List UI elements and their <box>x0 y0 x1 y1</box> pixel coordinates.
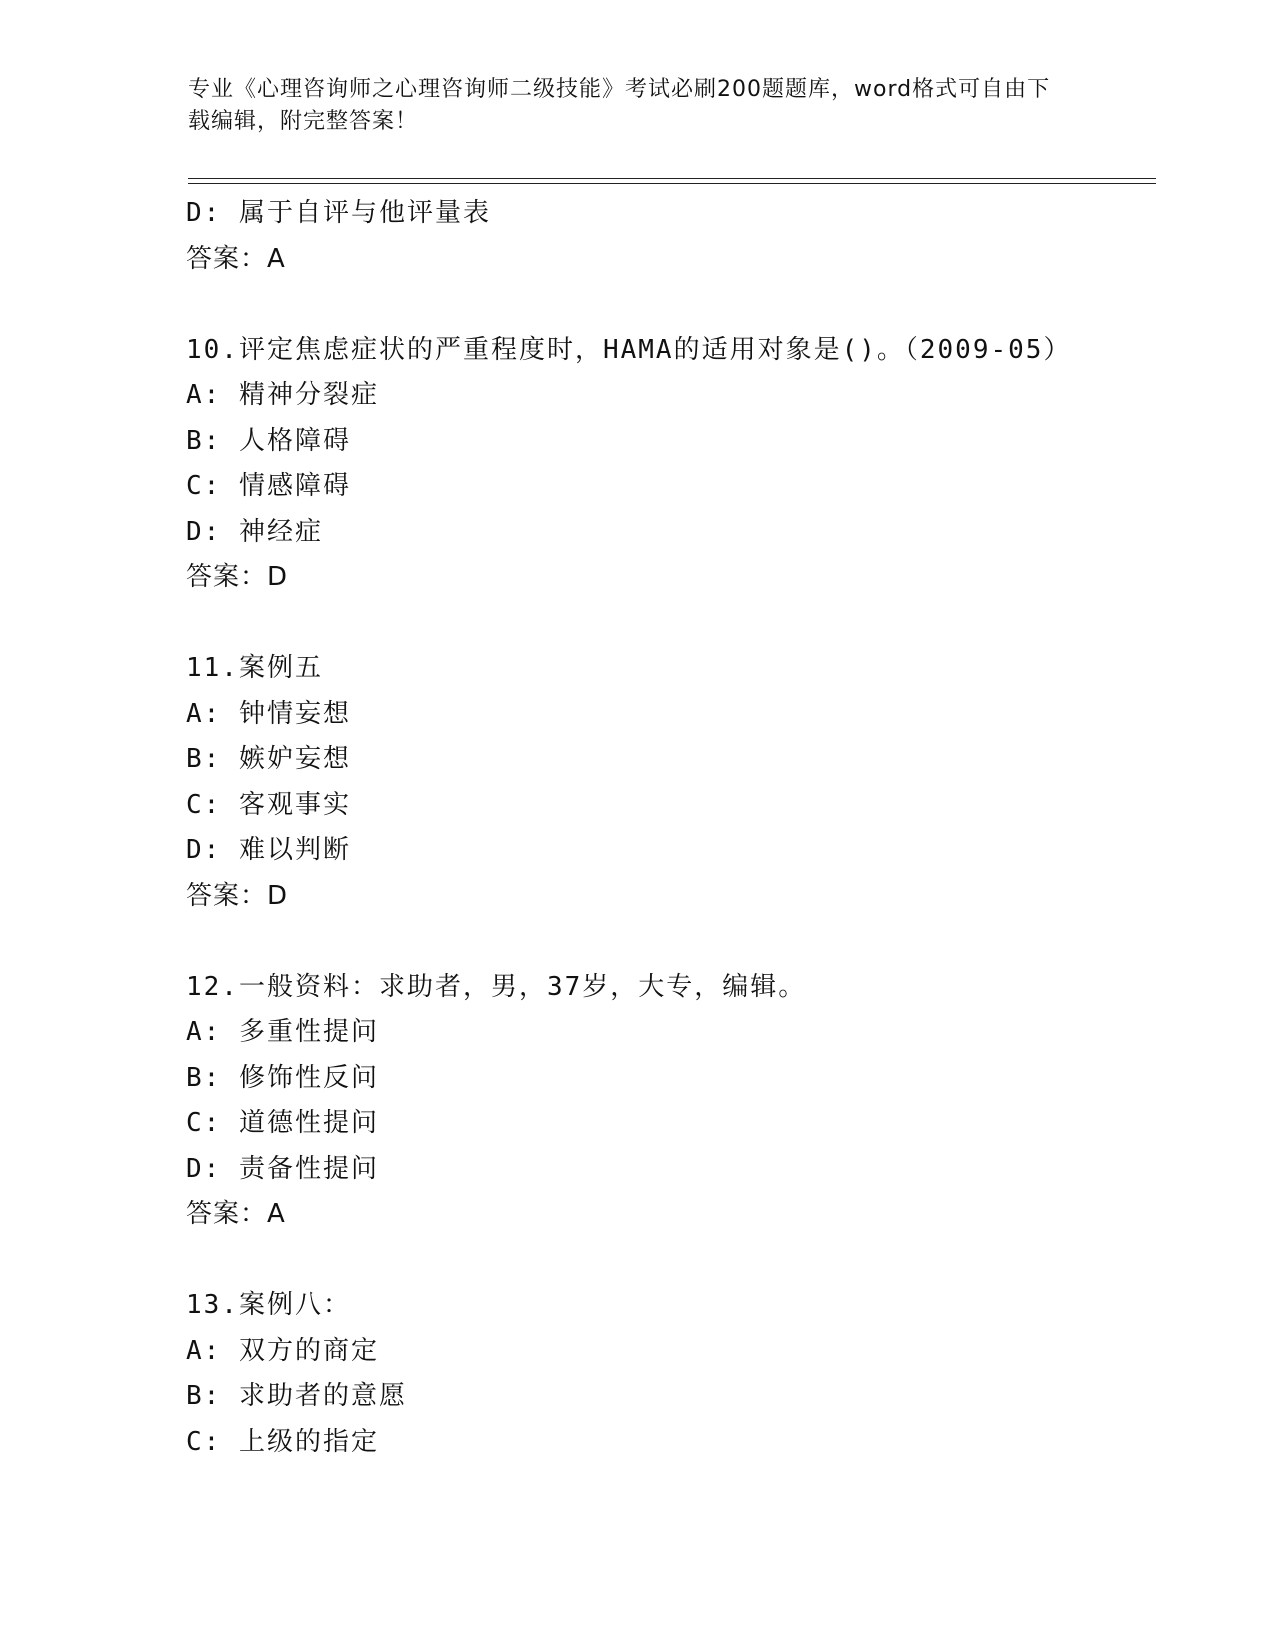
answer-line: 答案：A <box>186 1199 286 1229</box>
option-d: D: 属于自评与他评量表 <box>186 198 491 228</box>
option-d: D: 难以判断 <box>186 835 351 865</box>
question-stem: 10.评定焦虑症状的严重程度时，HAMA的适用对象是()。（2009-05） <box>186 334 1072 365</box>
answer-line: 答案：D <box>186 880 289 911</box>
question-stem: 13.案例八： <box>186 1290 351 1320</box>
option-c: C: 上级的指定 <box>186 1426 379 1457</box>
question-stem: 11.案例五 <box>186 653 323 683</box>
header-rule-top <box>188 178 1156 179</box>
spacer <box>186 919 1166 965</box>
option-c: C: 情感障碍 <box>186 471 351 501</box>
option-b: B: 人格障碍 <box>186 425 351 456</box>
spacer <box>186 282 1166 328</box>
option-a: A: 多重性提问 <box>186 1017 379 1047</box>
option-b: B: 嫉妒妄想 <box>186 744 351 774</box>
option-a: A: 钟情妄想 <box>186 698 351 729</box>
option-c: C: 道德性提问 <box>186 1108 379 1138</box>
question-stem: 12.一般资料：求助者，男，37岁，大专，编辑。 <box>186 971 807 1002</box>
question-block <box>186 191 1166 282</box>
spacer <box>186 601 1166 647</box>
option-b: B: 修饰性反问 <box>186 1062 379 1093</box>
option-d: D: 神经症 <box>186 516 323 547</box>
answer-line: 答案：A <box>186 243 286 274</box>
option-c: C: 客观事实 <box>186 789 351 820</box>
answer-line: 答案：D <box>186 562 289 592</box>
question-block <box>186 328 1166 601</box>
question-block <box>186 1283 1166 1465</box>
question-list <box>186 191 1166 1465</box>
option-b: B: 求助者的意愿 <box>186 1381 407 1411</box>
option-a: A: 精神分裂症 <box>186 380 379 410</box>
option-a: A: 双方的商定 <box>186 1335 379 1366</box>
option-d: D: 责备性提问 <box>186 1153 379 1184</box>
spacer <box>186 1238 1166 1284</box>
question-block <box>186 965 1166 1238</box>
document-header: 专业《心理咨询师之心理咨询师二级技能》考试必刷200题题库，word格式可自由下载编辑，附完整答案！ <box>188 77 1051 134</box>
header-rule-bottom <box>188 183 1156 184</box>
question-block <box>186 646 1166 919</box>
